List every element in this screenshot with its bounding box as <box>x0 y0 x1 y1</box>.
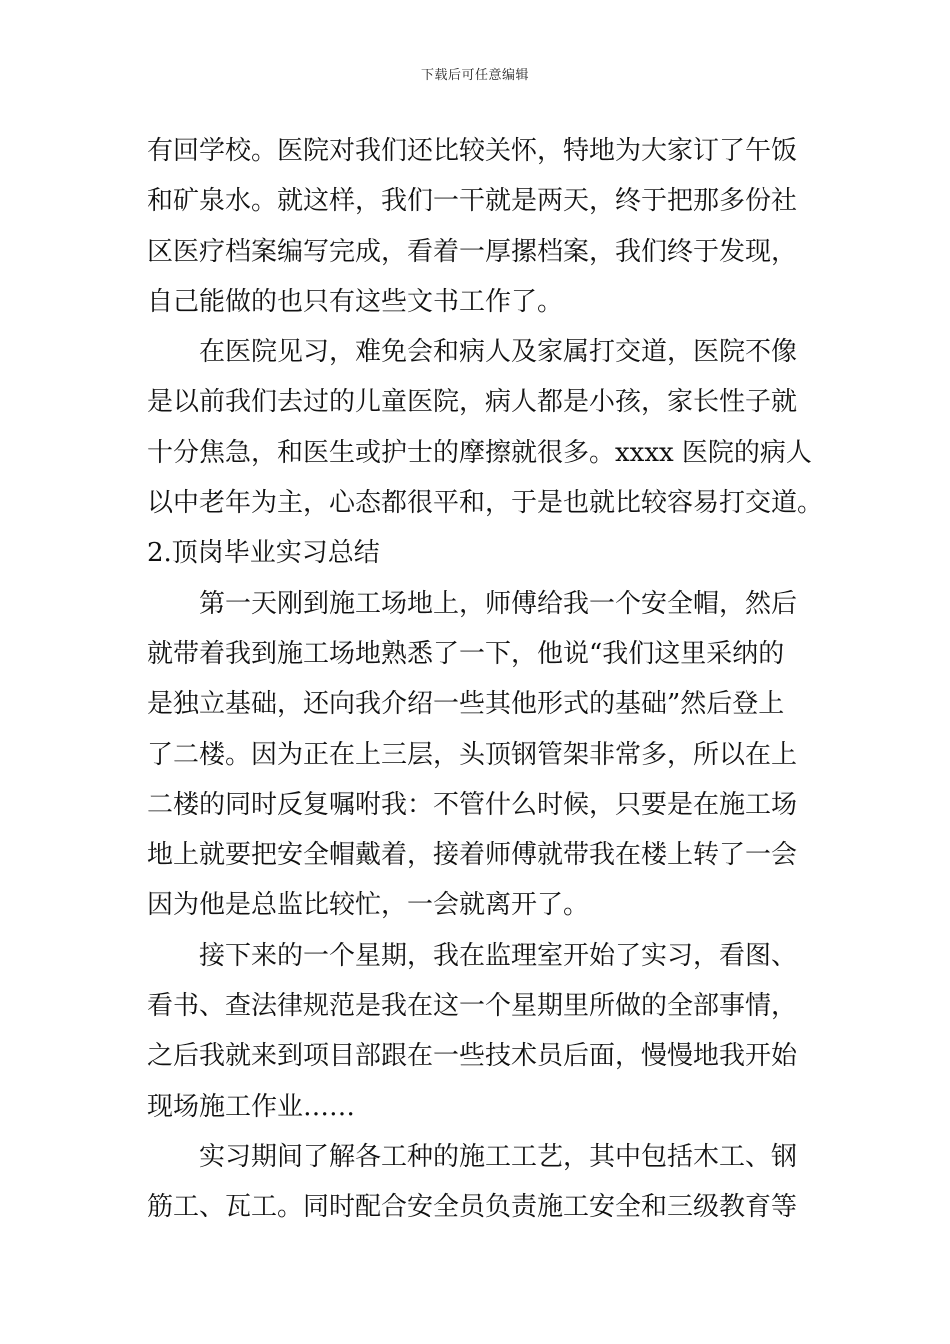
text-line: 以中老年为主，心态都很平和，于是也就比较容易打交道。 <box>147 488 824 519</box>
paragraph-first-line: 接下来的一个星期，我在监理室开始了实习，看图、 <box>199 940 798 971</box>
text-line: 二楼的同时反复嘱咐我：不管什么时候，只要是在施工场 <box>147 789 798 820</box>
page-header: 下载后可任意编辑 <box>420 68 529 83</box>
text-line: 之后我就来到项目部跟在一些技术员后面，慢慢地我开始 <box>147 1041 798 1072</box>
text-line: 是独立基础，还向我介绍一些其他形式的基础”然后登上 <box>147 689 785 720</box>
text-line: 现场施工作业…… <box>147 1091 356 1122</box>
text-line: 了二楼。因为正在上三层，头顶钢管架非常多，所以在上 <box>147 739 798 770</box>
paragraph-first-line: 实习期间了解各工种的施工工艺，其中包括木工、钢 <box>199 1141 798 1172</box>
text-line: 十分焦急，和医生或护士的摩擦就很多。xxxx 医院的病人 <box>147 437 812 468</box>
text-line: 是以前我们去过的儿童医院，病人都是小孩，家长性子就 <box>147 387 798 418</box>
text-line: 地上就要把安全帽戴着，接着师傅就带我在楼上转了一会 <box>147 840 798 871</box>
text-line: 筋工、瓦工。同时配合安全员负责施工安全和三级教育等 <box>147 1192 798 1223</box>
paragraph-first-line: 在医院见习，难免会和病人及家属打交道，医院不像 <box>199 337 798 368</box>
text-line: 看书、查法律规范是我在这一个星期里所做的全部事情， <box>147 991 798 1022</box>
text-line: 因为他是总监比较忙，一会就离开了。 <box>147 890 590 921</box>
paragraph-first-line: 第一天刚到施工场地上，师傅给我一个安全帽，然后 <box>199 588 798 619</box>
text-line: 就带着我到施工场地熟悉了一下，他说“我们这里采纳的 <box>147 638 785 669</box>
document-body <box>147 126 824 1233</box>
text-line: 区医疗档案编写完成，看着一厚摞档案，我们终于发现， <box>147 236 798 267</box>
text-line: 和矿泉水。就这样，我们一干就是两天，终于把那多份社 <box>147 186 798 217</box>
text-line: 有回学校。医院对我们还比较关怀，特地为大家订了午饭 <box>147 136 798 166</box>
section-heading: 2.顶岗毕业实习总结 <box>147 538 380 569</box>
text-line: 自己能做的也只有这些文书工作了。 <box>147 286 564 317</box>
